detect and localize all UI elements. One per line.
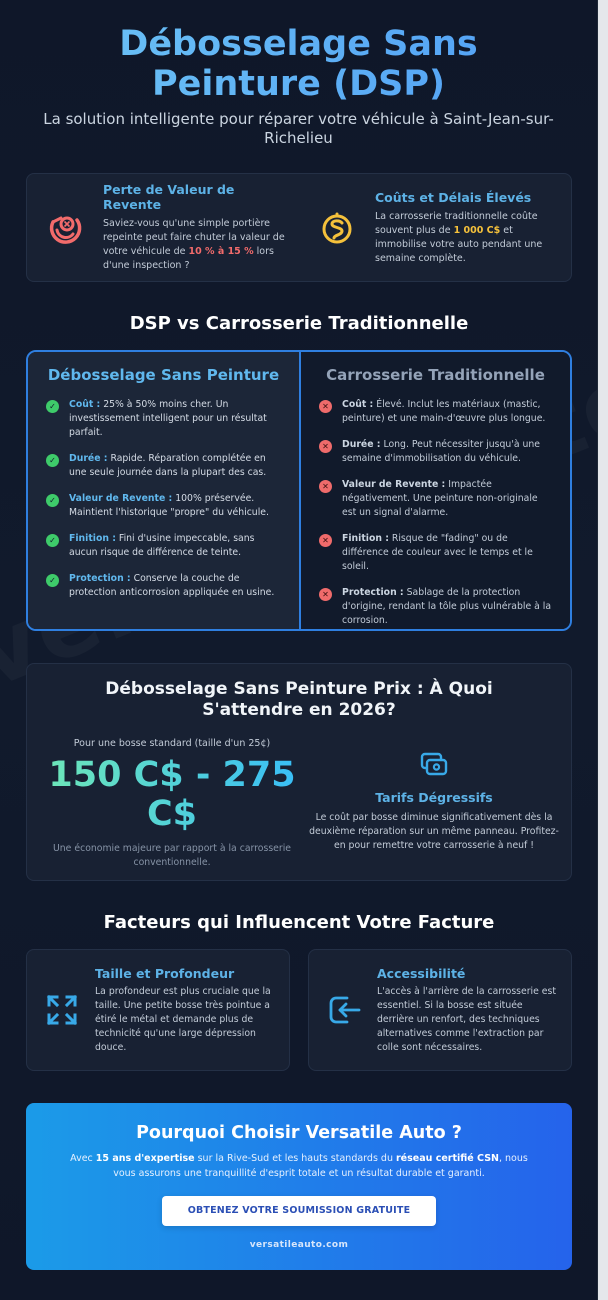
- problem-title: Coûts et Délais Élevés: [375, 189, 532, 205]
- broken-circle-icon: [43, 206, 87, 250]
- traditional-heading: Carrosserie Traditionnelle: [326, 366, 545, 384]
- traditional-item: ✕ Coût : Élevé. Inclut les matériaux (mastic, peinture) et une main-d'œuvre plus longue.: [317, 398, 554, 426]
- x-icon: ✕: [319, 400, 332, 413]
- factor-accessibility: [308, 949, 572, 1071]
- problem-cost-delay: [299, 174, 571, 281]
- cta-text: Avec 15 ans d'expertise sur la Rive-Sud et les hauts standards du réseau certifié CSN, nous vous assurons une tranquillité d'esprit totale et un résultat durable et garanti.: [70, 1153, 528, 1179]
- highlight-percentage: 10 % à 15 %: [188, 246, 254, 257]
- price-range-block: [41, 738, 303, 870]
- get-free-quote-button[interactable]: OBTENEZ VOTRE SOUMISSION GRATUITE: [162, 1196, 436, 1226]
- check-icon: ✓: [46, 574, 59, 587]
- comparison-table: [26, 350, 572, 631]
- problem-text: Saviez-vous qu'une simple portière repeinte peut faire chuter la valeur de votre véhicule de 10 % à 15 % lors d'une inspection ?: [103, 218, 285, 271]
- x-icon: ✕: [319, 588, 332, 601]
- x-icon: ✕: [319, 480, 332, 493]
- x-icon: ✕: [319, 534, 332, 547]
- dsp-item: ✓ Durée : Rapide. Réparation complétée en une seule journée dans la plupart des cas.: [44, 452, 283, 480]
- pricing-title: Débosselage Sans Peinture Prix : À Quoi S'attendre en 2026?: [105, 679, 493, 720]
- check-icon: ✓: [46, 534, 59, 547]
- highlight-amount: 1 000 C$: [453, 224, 501, 236]
- traditional-item: ✕ Finition : Risque de "fading" ou de différence de couleur avec le temps et le soleil.: [317, 532, 554, 574]
- factor-text: La profondeur est plus cruciale que la taille. Une petite bosse très pointue a étiré le métal et demande plus de technicité qu'une large dépression douce.: [95, 985, 271, 1053]
- cash-stack-icon: [419, 750, 449, 780]
- page-title: Débosselage Sans Peinture (DSP): [0, 24, 597, 104]
- header: [0, 0, 597, 148]
- traditional-item: ✕ Protection : Sablage de la protection d'origine, rendant la tôle plus vulnérable à la corrosion.: [317, 586, 554, 628]
- cta-banner: [26, 1103, 572, 1270]
- tiered-pricing-block: [307, 750, 561, 853]
- problem-resale-value: [27, 174, 299, 281]
- pricing-card: [26, 663, 572, 881]
- expand-arrows-icon: [45, 993, 79, 1027]
- factor-title: Taille et Profondeur: [95, 965, 235, 981]
- tiered-text: Le coût par bosse diminue significativement dès la deuxième réparation sur un même panneau. Profitez-en pour remettre votre carrosserie à neuf !: [309, 812, 559, 851]
- comparison-title: DSP vs Carrosserie Traditionnelle: [129, 313, 469, 334]
- problem-title: Perte de Valeur de Revente: [103, 182, 235, 212]
- traditional-item: ✕ Durée : Long. Peut nécessiter jusqu'à une semaine d'immobilisation du véhicule.: [317, 438, 554, 466]
- dollar-circle-icon: [315, 206, 359, 250]
- cta-title: Pourquoi Choisir Versatile Auto ?: [136, 1123, 462, 1143]
- price-note: Une économie majeure par rapport à la carrosserie conventionnelle.: [52, 843, 292, 868]
- dsp-item: ✓ Valeur de Revente : 100% préservée. Maintient l'historique "propre" du véhicule.: [44, 492, 283, 520]
- dsp-column: [28, 352, 301, 629]
- check-icon: ✓: [46, 400, 59, 413]
- website-link[interactable]: versatileauto.com: [249, 1240, 349, 1250]
- check-icon: ✓: [46, 454, 59, 467]
- dsp-heading: Débosselage Sans Peinture: [47, 366, 280, 384]
- factor-title: Accessibilité: [377, 965, 466, 981]
- factors-title: Facteurs qui Influencent Votre Facture: [103, 912, 495, 933]
- problems-card: [26, 173, 572, 282]
- check-icon: ✓: [46, 494, 59, 507]
- dsp-item: ✓ Coût : 25% à 50% moins cher. Un investissement intelligent pour un résultat parfait.: [44, 398, 283, 440]
- price-caption: Pour une bosse standard (taille d'un 25¢): [73, 738, 271, 749]
- traditional-column: [301, 352, 570, 629]
- problem-text: La carrosserie traditionnelle coûte souvent plus de 1 000 C$ et immobilise votre auto pendant une semaine complète.: [375, 210, 543, 264]
- traditional-item: ✕ Valeur de Revente : Impactée négativement. Une peinture non-originale est un signal d'alarme.: [317, 478, 554, 520]
- price-range: 150 C$ - 275 C$: [41, 756, 303, 834]
- x-icon: ✕: [319, 440, 332, 453]
- dsp-item: ✓ Finition : Fini d'usine impeccable, sans aucun risque de différence de teinte.: [44, 532, 283, 560]
- dsp-item: ✓ Protection : Conserve la couche de protection anticorrosion appliquée en usine.: [44, 572, 283, 600]
- factor-text: L'accès à l'arrière de la carrosserie est essentiel. Si la bosse est située derrière un renfort, des techniques alternatives comme l'extraction par colle sont nécessaires.: [377, 985, 557, 1053]
- sign-in-arrow-icon: [327, 993, 361, 1027]
- page-subtitle: La solution intelligente pour réparer votre véhicule à Saint-Jean-sur-Richelieu: [43, 110, 554, 147]
- tiered-title: Tarifs Dégressifs: [375, 790, 493, 805]
- factor-size-depth: [26, 949, 290, 1071]
